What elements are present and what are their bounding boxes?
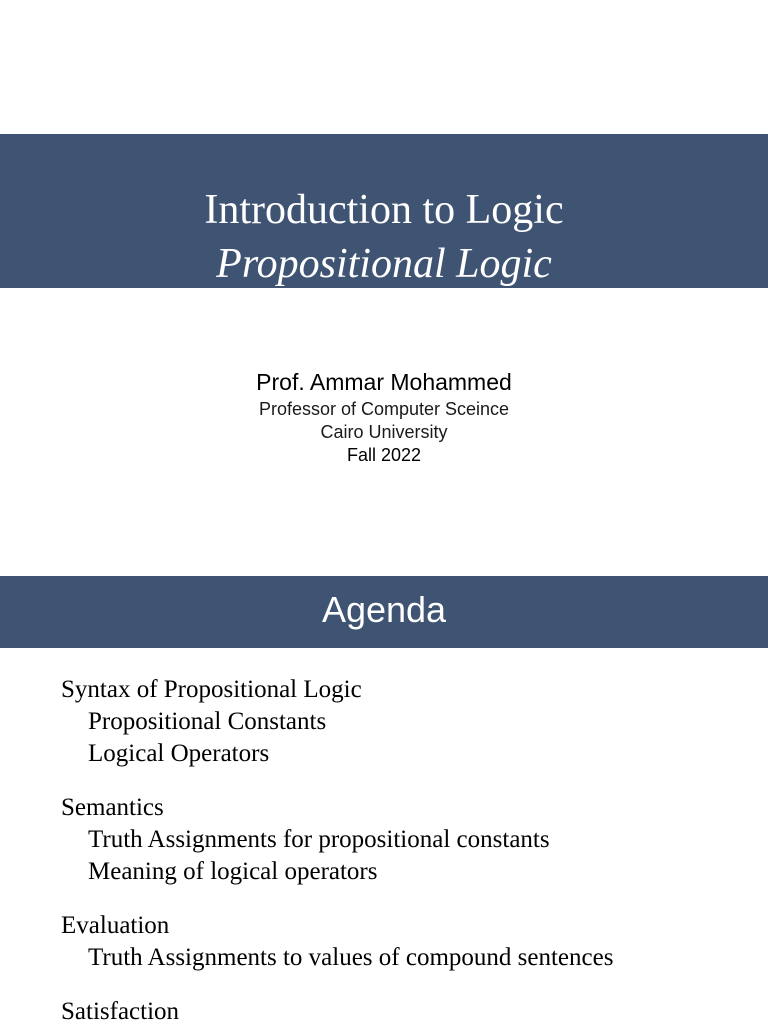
agenda-subtopic: Meaning of logical operators [88,858,378,885]
author-institution: Cairo University [320,422,448,442]
slide-subtitle: Propositional Logic [216,241,552,287]
agenda-heading: Agenda [321,589,447,630]
agenda-group [61,910,751,974]
agenda-group [61,996,751,1024]
agenda-group [61,674,751,770]
course-term: Fall 2022 [346,445,422,465]
agenda-subtopic: Propositional Constants [88,708,327,735]
agenda-group [61,792,751,888]
agenda-subtopic: Logical Operators [88,740,270,767]
slide-title: Introduction to Logic [204,187,564,233]
agenda-topic: Satisfaction [61,998,180,1024]
author-block [0,366,768,467]
agenda-subtopic: Truth Assignments to values of compound sentences [88,944,614,971]
agenda-topic: Semantics [61,794,164,821]
agenda-topic: Evaluation [61,912,170,939]
agenda-list [61,674,751,1024]
agenda-topic: Syntax of Propositional Logic [61,676,362,703]
author-name: Prof. Ammar Mohammed [256,369,512,395]
agenda-subtopic: Truth Assignments for propositional constants [88,826,550,853]
author-position: Professor of Computer Sceince [258,399,510,419]
